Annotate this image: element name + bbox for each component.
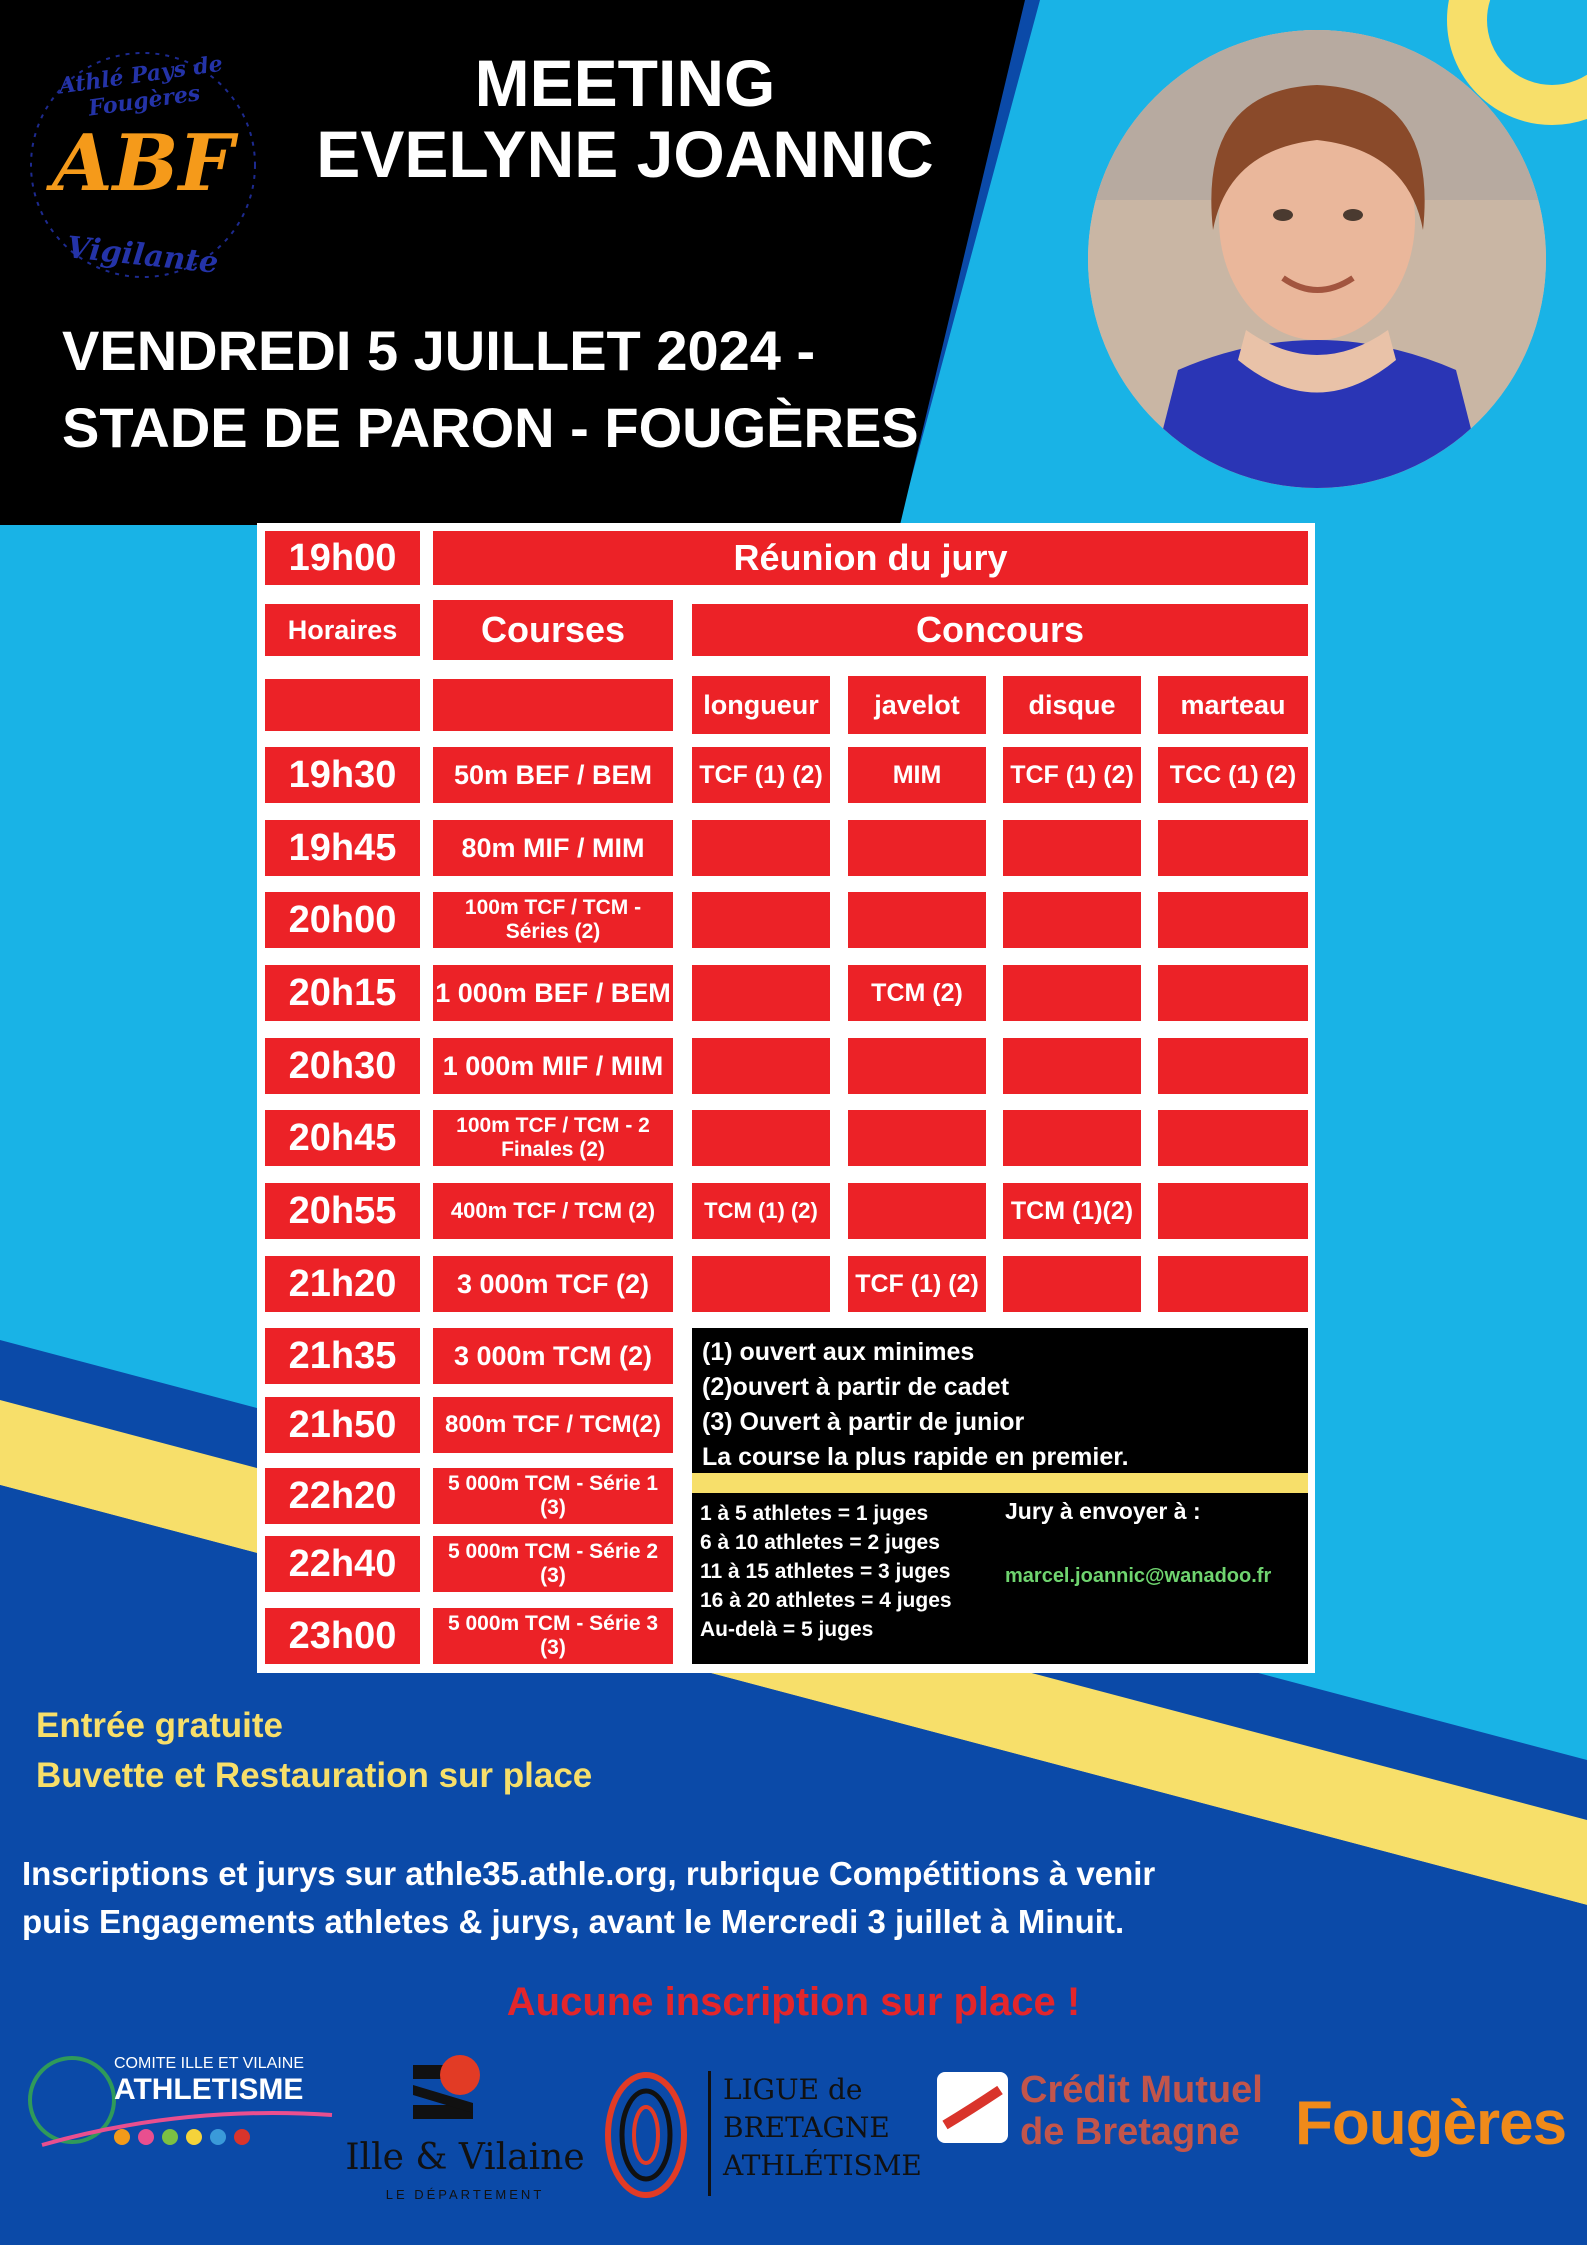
row-longueur xyxy=(692,1256,830,1312)
row-course: 800m TCF / TCM(2) xyxy=(433,1397,673,1453)
portrait-photo xyxy=(1088,30,1546,488)
departement-name: Ille & Vilaine xyxy=(345,2137,585,2178)
row-disque xyxy=(1003,1038,1141,1094)
club-logo xyxy=(15,30,270,300)
jury-email[interactable]: marcel.joannic@wanadoo.fr xyxy=(1005,1565,1272,1587)
jury-rule: Au-delà = 5 juges xyxy=(700,1618,874,1641)
row-marteau: TCC (1) (2) xyxy=(1158,747,1308,803)
row-time: 22h40 xyxy=(265,1536,420,1592)
logo-ille-et-vilaine xyxy=(340,2045,590,2210)
header-concours: Concours xyxy=(692,604,1308,656)
row-disque xyxy=(1003,820,1141,876)
logo-comite-athletisme xyxy=(22,2045,342,2160)
subheader-blank-course xyxy=(433,679,673,731)
row-course: 5 000m TCM - Série 1 (3) xyxy=(433,1468,673,1524)
event-date: VENDREDI 5 JUILLET 2024 - xyxy=(62,319,816,382)
jury-rule: 11 à 15 athletes = 3 juges xyxy=(700,1560,951,1583)
free-entry-text: Entrée gratuite xyxy=(36,1706,283,1745)
title-line-1: MEETING xyxy=(474,46,776,120)
row-course: 1 000m MIF / MIM xyxy=(433,1038,673,1094)
note-1: (1) ouvert aux minimes xyxy=(702,1338,975,1366)
row-marteau xyxy=(1158,1256,1308,1312)
jury-rules xyxy=(700,1499,952,1644)
header-courses: Courses xyxy=(433,600,673,660)
row-longueur xyxy=(692,965,830,1021)
comite-line-2: ATHLETISME xyxy=(114,2073,304,2106)
row-javelot xyxy=(848,892,986,948)
row-longueur: TCF (1) (2) xyxy=(692,747,830,803)
header-horaires: Horaires xyxy=(265,604,420,656)
row-disque xyxy=(1003,892,1141,948)
row-course: 400m TCF / TCM (2) xyxy=(433,1183,673,1239)
notes-divider xyxy=(692,1473,1308,1493)
row-disque xyxy=(1003,1110,1141,1166)
row-course: 50m BEF / BEM xyxy=(433,747,673,803)
row-javelot xyxy=(848,820,986,876)
row-marteau xyxy=(1158,965,1308,1021)
club-logo-bottom-text: Vigilante xyxy=(65,230,220,281)
row-marteau xyxy=(1158,1038,1308,1094)
row-time: 19h30 xyxy=(265,747,420,803)
comite-line-1: COMITE ILLE ET VILAINE xyxy=(114,2055,304,2072)
subheader-longueur: longueur xyxy=(692,676,830,734)
row-time: 21h35 xyxy=(265,1328,420,1384)
row-disque: TCM (1)(2) xyxy=(1003,1183,1141,1239)
row-course: 100m TCF / TCM - Séries (2) xyxy=(433,892,673,948)
row-time: 20h30 xyxy=(265,1038,420,1094)
page-title xyxy=(290,48,960,191)
row-course: 100m TCF / TCM - 2 Finales (2) xyxy=(433,1110,673,1166)
departement-sub: LE DÉPARTEMENT xyxy=(385,2187,545,2202)
logo-credit-mutuel xyxy=(935,2055,1285,2165)
row-course: 5 000m TCM - Série 2 (3) xyxy=(433,1536,673,1592)
jury-panel xyxy=(692,1493,1308,1664)
logo-ligue-bretagne xyxy=(598,2065,928,2205)
meeting-time: 19h00 xyxy=(265,531,420,585)
title-line-2: EVELYNE JOANNIC xyxy=(316,117,934,192)
subheader-blank-time xyxy=(265,679,420,731)
row-time: 22h20 xyxy=(265,1468,420,1524)
logo-fougeres: Fougères xyxy=(1295,2089,1567,2158)
row-course: 1 000m BEF / BEM xyxy=(433,965,673,1021)
row-time: 19h45 xyxy=(265,820,420,876)
note-4: La course la plus rapide en premier. xyxy=(702,1443,1129,1471)
row-course: 3 000m TCM (2) xyxy=(433,1328,673,1384)
row-javelot xyxy=(848,1110,986,1166)
inscription-line-2: puis Engagements athletes & jurys, avant le Mercredi 3 juillet à Minuit. xyxy=(22,1903,1125,1940)
notes-panel xyxy=(692,1328,1308,1473)
row-course: 3 000m TCF (2) xyxy=(433,1256,673,1312)
club-logo-letters: ABF xyxy=(52,118,234,209)
row-disque xyxy=(1003,965,1141,1021)
row-time: 20h45 xyxy=(265,1110,420,1166)
subheader-disque: disque xyxy=(1003,676,1141,734)
row-time: 21h20 xyxy=(265,1256,420,1312)
row-time: 21h50 xyxy=(265,1397,420,1453)
jury-rule: 6 à 10 athletes = 2 juges xyxy=(700,1531,940,1554)
row-time: 20h15 xyxy=(265,965,420,1021)
note-2: (2)ouvert à partir de cadet xyxy=(702,1373,1010,1401)
row-time: 23h00 xyxy=(265,1608,420,1664)
row-disque: TCF (1) (2) xyxy=(1003,747,1141,803)
credit-mutuel-line-2: de Bretagne xyxy=(1020,2111,1240,2153)
jury-rule: 16 à 20 athletes = 4 juges xyxy=(700,1589,952,1612)
row-marteau xyxy=(1158,820,1308,876)
row-course: 80m MIF / MIM xyxy=(433,820,673,876)
inscription-line-1: Inscriptions et jurys sur athle35.athle.org, rubrique Compétitions à venir xyxy=(22,1855,1156,1892)
row-javelot: MIM xyxy=(848,747,986,803)
meeting-label: Réunion du jury xyxy=(433,531,1308,585)
club-logo-top-text: Athlé Pays de Fougères xyxy=(57,50,225,122)
jury-send-label: Jury à envoyer à : xyxy=(1005,1498,1201,1524)
event-venue: STADE DE PARON - FOUGÈRES xyxy=(62,396,919,459)
subheader-marteau: marteau xyxy=(1158,676,1308,734)
jury-rule: 1 à 5 athletes = 1 juges xyxy=(700,1502,929,1525)
ligue-line-1: LIGUE de xyxy=(723,2073,863,2106)
row-javelot: TCM (2) xyxy=(848,965,986,1021)
food-text: Buvette et Restauration sur place xyxy=(36,1756,593,1795)
row-longueur xyxy=(692,1038,830,1094)
row-marteau xyxy=(1158,1183,1308,1239)
row-javelot xyxy=(848,1038,986,1094)
note-3: (3) Ouvert à partir de junior xyxy=(702,1408,1025,1436)
row-longueur xyxy=(692,1110,830,1166)
row-longueur xyxy=(692,892,830,948)
no-onsite-registration-warning: Aucune inscription sur place ! xyxy=(506,1980,1081,2024)
ligue-divider xyxy=(708,2071,711,2196)
row-marteau xyxy=(1158,1110,1308,1166)
subheader-javelot: javelot xyxy=(848,676,986,734)
row-longueur: TCM (1) (2) xyxy=(692,1183,830,1239)
row-javelot xyxy=(848,1183,986,1239)
row-longueur xyxy=(692,820,830,876)
row-time: 20h55 xyxy=(265,1183,420,1239)
row-disque xyxy=(1003,1256,1141,1312)
row-time: 20h00 xyxy=(265,892,420,948)
ligue-line-2: BRETAGNE xyxy=(723,2111,890,2144)
row-javelot: TCF (1) (2) xyxy=(848,1256,986,1312)
credit-mutuel-line-1: Crédit Mutuel xyxy=(1020,2069,1263,2111)
row-marteau xyxy=(1158,892,1308,948)
row-course: 5 000m TCM - Série 3 (3) xyxy=(433,1608,673,1664)
ligue-line-3: ATHLÉTISME xyxy=(723,2149,922,2182)
